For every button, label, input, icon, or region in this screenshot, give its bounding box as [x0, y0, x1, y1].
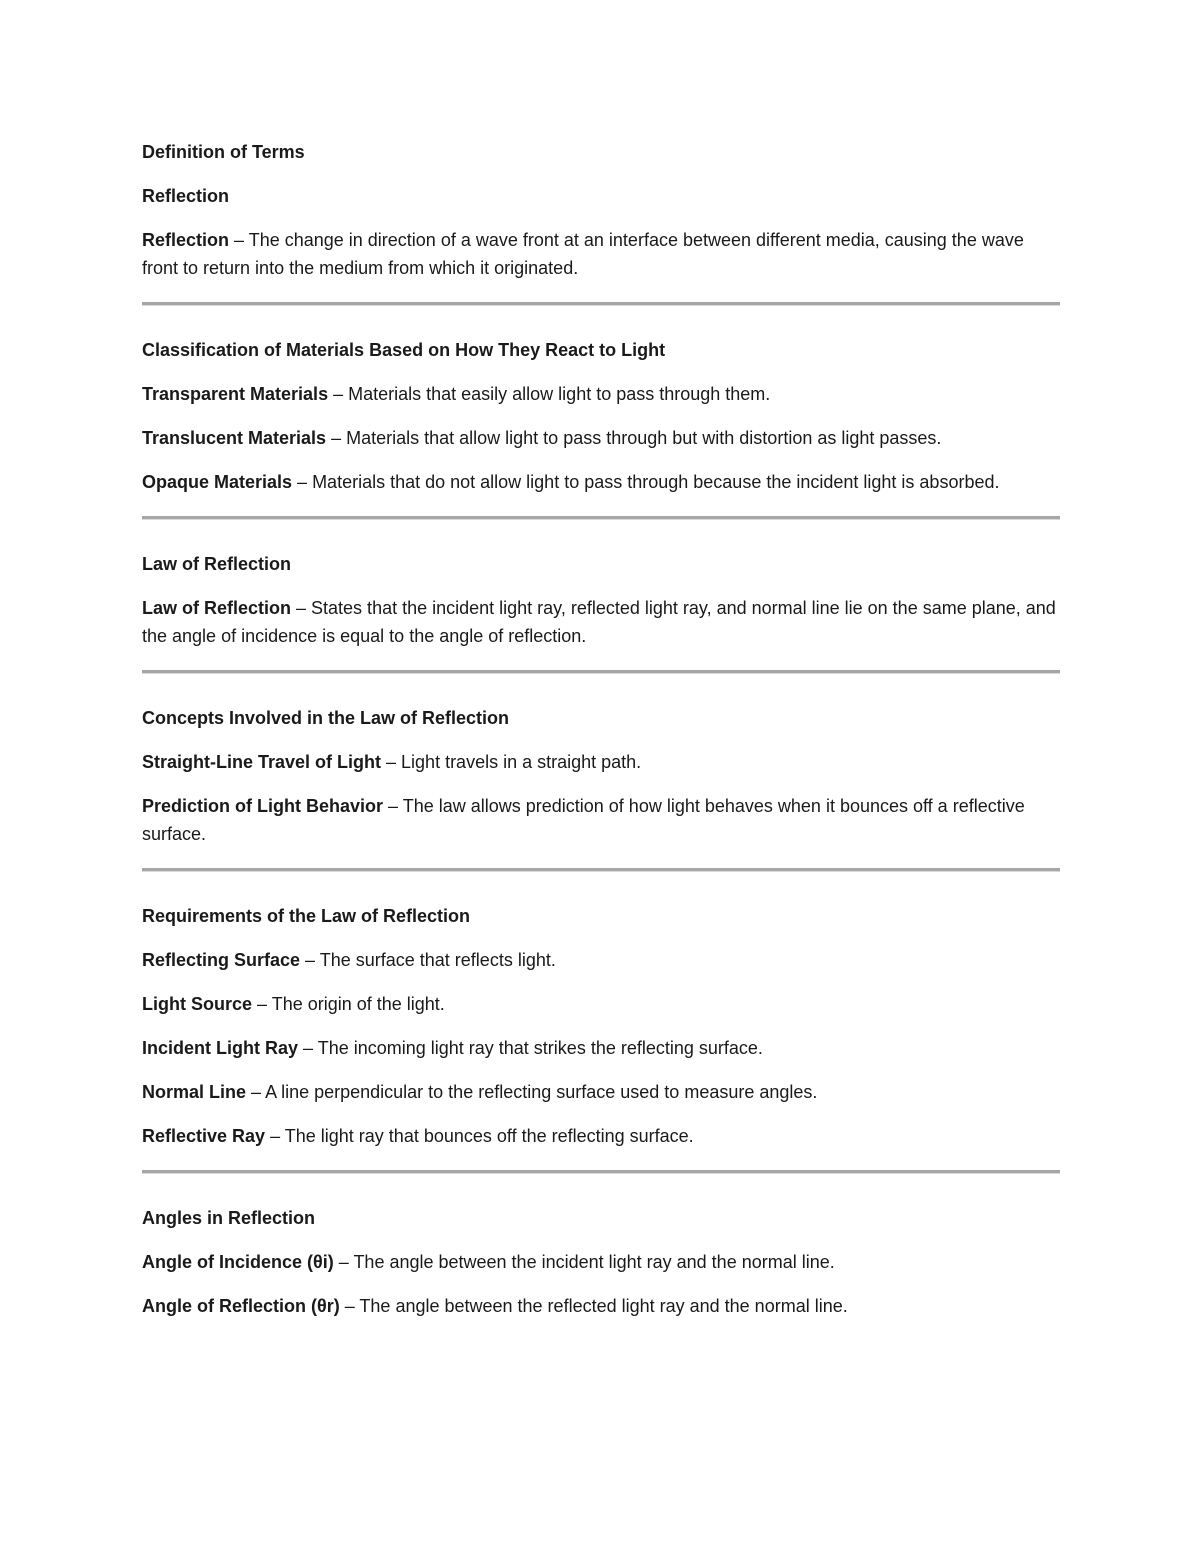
term: Reflecting Surface: [142, 950, 301, 970]
definition-text: The light ray that bounces off the reflecting surface.: [284, 1126, 694, 1146]
definition-text: The surface that reflects light.: [319, 950, 556, 970]
term-separator: –: [292, 472, 313, 492]
term-separator: –: [252, 994, 272, 1014]
section: [142, 1204, 1060, 1320]
term: Normal Line: [142, 1082, 247, 1102]
term-separator: –: [298, 1038, 318, 1058]
definition-entry: [142, 424, 1060, 452]
section-heading: Requirements of the Law of Reflection: [142, 906, 471, 926]
term-separator: –: [381, 752, 402, 772]
term-separator: –: [328, 384, 349, 404]
term-separator: –: [326, 428, 347, 448]
definition-entry: [142, 1122, 1060, 1150]
definition-text: The incoming light ray that strikes the reflecting surface.: [317, 1038, 763, 1058]
section-divider: [142, 516, 1060, 520]
definition-text: Materials that allow light to pass through but with distortion as light passes.: [346, 428, 942, 448]
definition-text: The angle between the incident light ray and the normal line.: [353, 1252, 835, 1272]
sections-container: [142, 182, 1060, 1320]
definition-text: Materials that do not allow light to pass through because the incident light is absorbed.: [312, 472, 1000, 492]
definition-text: States that the incident light ray, reflected light ray, and normal line lie on the same plane, and the angle of incidence is equal to the angle of reflection.: [142, 598, 1056, 646]
term-separator: –: [265, 1126, 285, 1146]
term: Straight-Line Travel of Light: [142, 752, 382, 772]
definition-entry: [142, 748, 1060, 776]
term: Reflective Ray: [142, 1126, 266, 1146]
section-heading: Law of Reflection: [142, 554, 292, 574]
definition-entry: [142, 1248, 1060, 1276]
definition-text: Light travels in a straight path.: [401, 752, 642, 772]
definition-entry: [142, 792, 1060, 848]
term: Opaque Materials: [142, 472, 293, 492]
definition-text: A line perpendicular to the reflecting surface used to measure angles.: [265, 1082, 818, 1102]
term-separator: –: [246, 1082, 266, 1102]
definition-entry: [142, 990, 1060, 1018]
section: [142, 336, 1060, 496]
section: [142, 902, 1060, 1150]
section: [142, 550, 1060, 650]
term: Law of Reflection: [142, 598, 292, 618]
definition-text: The origin of the light.: [271, 994, 445, 1014]
definition-entry: [142, 468, 1060, 496]
section-heading: Classification of Materials Based on How They React to Light: [142, 340, 666, 360]
section: [142, 182, 1060, 282]
term-separator: –: [339, 1296, 360, 1316]
term: Translucent Materials: [142, 428, 327, 448]
definition-entry: [142, 1078, 1060, 1106]
term-separator: –: [300, 950, 320, 970]
term: Prediction of Light Behavior: [142, 796, 384, 816]
term-separator: –: [229, 230, 249, 250]
document-body: [142, 138, 1060, 1336]
definition-entry: [142, 380, 1060, 408]
section-heading: Reflection: [142, 186, 230, 206]
term: Reflection: [142, 230, 230, 250]
section-heading: Concepts Involved in the Law of Reflection: [142, 708, 510, 728]
definition-entry: [142, 946, 1060, 974]
section-divider: [142, 302, 1060, 306]
definition-entry: [142, 594, 1060, 650]
section-heading: Angles in Reflection: [142, 1208, 316, 1228]
term: Light Source: [142, 994, 253, 1014]
section-divider: [142, 868, 1060, 872]
term-separator: –: [383, 796, 403, 816]
term: Angle of Reflection (θr): [142, 1296, 340, 1316]
definition-entry: [142, 1292, 1060, 1320]
definition-text: The law allows prediction of how light behaves when it bounces off a reflective surface.: [142, 796, 1025, 844]
definition-text: The angle between the reflected light ray and the normal line.: [359, 1296, 848, 1316]
definition-entry: [142, 1034, 1060, 1062]
term: Angle of Incidence (θi): [142, 1252, 334, 1272]
definition-entry: [142, 226, 1060, 282]
document-title: Definition of Terms: [142, 142, 305, 162]
term: Incident Light Ray: [142, 1038, 299, 1058]
definition-text: Materials that easily allow light to pass through them.: [348, 384, 771, 404]
section-divider: [142, 670, 1060, 674]
section-divider: [142, 1170, 1060, 1174]
definition-text: The change in direction of a wave front at an interface between different media, causing the wave front to return into the medium from which it originated.: [142, 230, 1024, 278]
section: [142, 704, 1060, 848]
term-separator: –: [333, 1252, 354, 1272]
term-separator: –: [291, 598, 312, 618]
term: Transparent Materials: [142, 384, 329, 404]
